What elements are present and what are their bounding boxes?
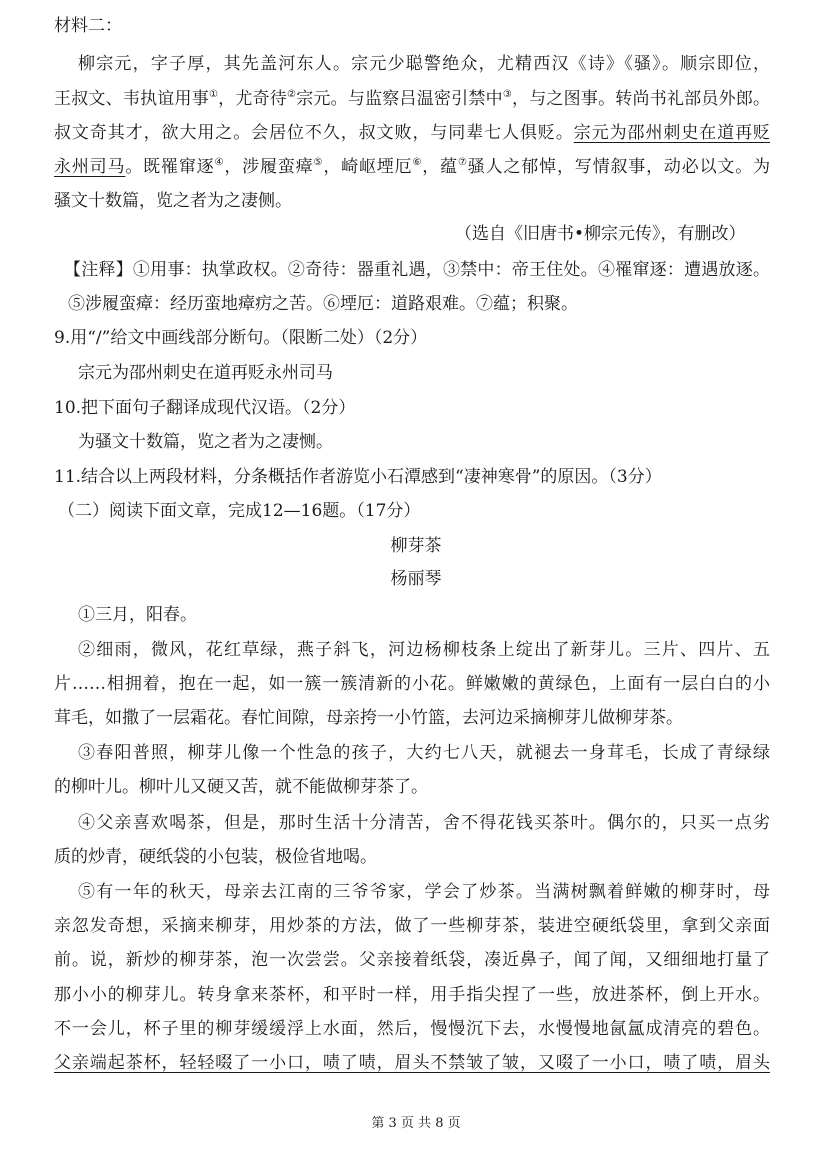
article-title: 柳芽茶 (390, 536, 442, 556)
paragraph-3-line-1: ③春阳普照，柳芽儿像一个性急的孩子，大约七八天，就褪去一身茸毛，长成了青绿绿 (78, 743, 770, 763)
section-2-heading: （二）阅读下面文章，完成12—16题。（17分） (58, 501, 421, 521)
note-mark-5: ⑤ (313, 157, 324, 168)
passage-line-3: 叔文奇其才，欲大用之。会居位不久，叔文败，与同辈七人俱贬。宗元为邵州刺史在道再贬 (54, 123, 771, 143)
paragraph-5-line-3: 前。说，新炒的柳芽茶，泡一次尝尝。父亲接着纸袋，凑近鼻子，闻了闻，又细细地打量了 (54, 950, 770, 970)
passage-line-5: 骚文十数篇，览之者为之凄侧。 (54, 191, 292, 211)
question-9: 9.用“/”给文中画线部分断句。（限断二处）（2分） (54, 328, 428, 348)
passage-line-2: 王叔文、韦执谊用事①，尤奇待②宗元。与监察吕温密引禁中③，与之图事。转尚书礼部员外郎。 (54, 89, 771, 109)
paragraph-3-line-2: 的柳叶儿。柳叶儿又硬又苦，就不能做柳芽茶了。 (54, 777, 428, 797)
notes-line-2: ⑤涉履蛮瘴：经历蛮地瘴疠之苦。⑥堙厄：道路艰难。⑦蕴；积聚。 (68, 294, 578, 314)
question-10-text: 为骚文十数篇，览之者为之凄恻。 (78, 432, 333, 452)
paragraph-2-line-3: 茸毛，如撒了一层霜花。春忙间隙，母亲挎一小竹篮，去河边采摘柳芽儿做柳芽茶。 (54, 708, 683, 728)
paragraph-5-line-5: 不一会儿，杯子里的柳芽缓缓浮上水面，然后，慢慢沉下去，水慢慢地氤氲成清亮的碧色。 (54, 1019, 770, 1039)
paragraph-5-line-2: 亲忽发奇想，采摘来柳芽，用炒茶的方法，做了一些柳芽茶，装进空硬纸袋里，拿到父亲面 (54, 916, 770, 936)
passage-line-4: 永州司马。既罹窜逐④，涉履蛮瘴⑤，崎岖堙厄⑥，蕴⑦骚人之郁悼，写情叙事，动必以文。为 (54, 157, 771, 177)
paragraph-4-line-1: ④父亲喜欢喝茶，但是，那时生活十分清苦，舍不得花钱买茶叶。偶尔的，只买一点劣 (78, 813, 770, 833)
paragraph-2-line-1: ②细雨，微风，花红草绿，燕子斜飞，河边杨柳枝条上绽出了新芽儿。三片、四片、五 (78, 640, 770, 660)
material-two-heading: 材料二： (54, 16, 122, 36)
paragraph-4-line-2: 质的炒青，硬纸袋的小包装，极俭省地喝。 (54, 847, 377, 867)
notes-line-1: 【注释】①用事：执掌政权。②奇待：器重礼遇，③禁中：帝王住处。④罹窜逐：遭遇放逐。 (64, 260, 770, 280)
note-mark-7: ⑦ (457, 157, 468, 168)
question-10: 10.把下面句子翻译成现代汉语。（2分） (54, 398, 356, 418)
underlined-sentence-part-2: 永州司马 (54, 157, 126, 177)
paragraph-5-line-6-underlined: 父亲端起茶杯，轻轻啜了一小口，啧了啧，眉头不禁皱了皱，又啜了一小口，啧了啧，眉头 (54, 1053, 770, 1073)
passage-source: （选自《旧唐书•柳宗元传》，有删改） (455, 224, 746, 244)
question-9-text: 宗元为邵州刺史在道再贬永州司马 (78, 363, 333, 383)
note-mark-2: ② (287, 89, 297, 100)
note-mark-4: ④ (214, 157, 225, 168)
note-mark-1: ① (208, 89, 219, 100)
question-11: 11.结合以上两段材料，分条概括作者游览小石潭感到“凄神寒骨”的原因。（3分） (54, 467, 662, 487)
note-mark-3: ③ (502, 89, 512, 100)
paragraph-5-line-4: 那小小的柳芽儿。转身拿来茶杯，和平时一样，用手指尖捏了一些，放进茶杯，倒上开水。 (54, 985, 770, 1005)
passage-line-1: 柳宗元，字子厚，其先盖河东人。宗元少聪警绝众，尤精西汉《诗》《骚》。顺宗即位， (78, 54, 770, 74)
paragraph-5-line-1: ⑤有一年的秋天，母亲去江南的三爷爷家，学会了炒茶。当满树飘着鲜嫩的柳芽时，母 (78, 882, 770, 902)
note-mark-6: ⑥ (412, 157, 423, 168)
article-author: 杨丽琴 (390, 569, 442, 589)
page-footer: 第 3 页 共 8 页 (371, 1116, 461, 1131)
underlined-sentence-part-1: 宗元为邵州刺史在道再贬 (573, 123, 771, 143)
paragraph-2-line-2: 片……相拥着，抱在一起，如一簇一簇清新的小花。鲜嫩嫩的黄绿色，上面有一层白白的小 (54, 674, 770, 694)
paragraph-1: ①三月，阳春。 (78, 605, 197, 625)
